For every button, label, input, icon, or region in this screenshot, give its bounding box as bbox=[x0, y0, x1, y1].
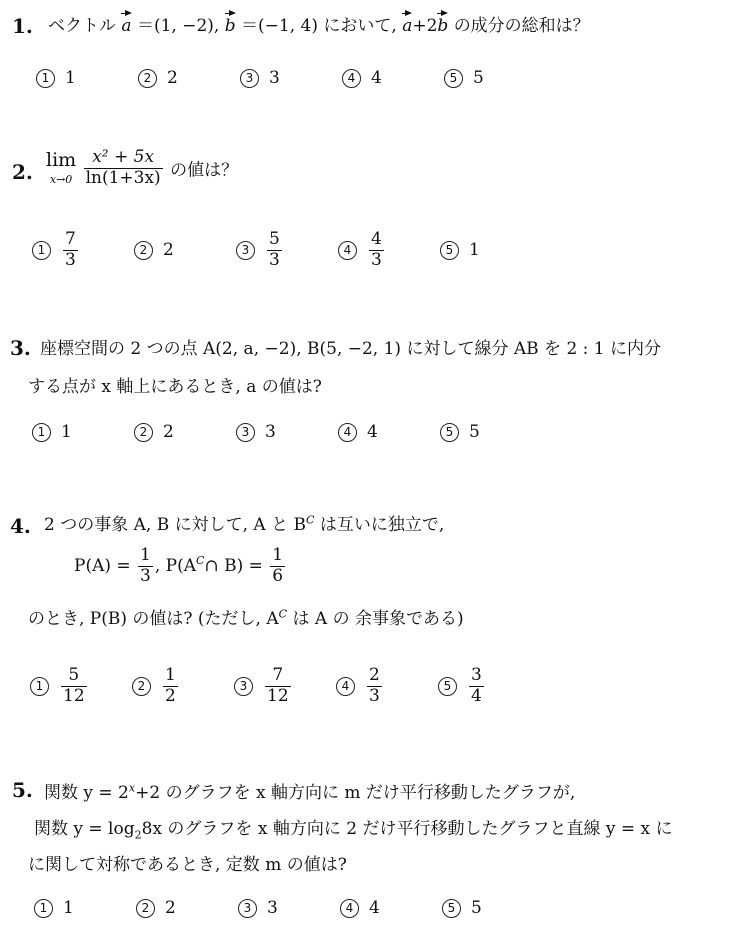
circled-number-icon: 1 bbox=[32, 241, 51, 260]
choice-1[interactable]: 1 $\frac{7}{3}$ bbox=[32, 230, 80, 270]
circled-number-icon: 3 bbox=[236, 241, 255, 260]
choice-5[interactable]: 5 1 bbox=[440, 240, 480, 260]
circled-number-icon: 3 bbox=[234, 677, 253, 696]
circled-number-icon: 2 bbox=[132, 677, 151, 696]
choice-4[interactable]: 4 4 bbox=[338, 422, 378, 442]
circled-number-icon: 3 bbox=[236, 423, 255, 442]
choice-2[interactable]: 2 2 bbox=[134, 240, 174, 260]
choice-1[interactable]: 1 1 bbox=[32, 422, 72, 442]
choice-3[interactable]: 3 $\frac{5}{3}$ bbox=[236, 230, 284, 270]
circled-number-icon: 3 bbox=[240, 69, 259, 88]
choice-3[interactable]: 3 3 bbox=[240, 68, 280, 88]
choice-3[interactable]: 3 3 bbox=[236, 422, 276, 442]
question-text-line-2: する点が x 軸上にあるとき, a の値は? bbox=[28, 377, 322, 397]
choice-4[interactable]: 4 $\frac{4}{3}$ bbox=[338, 230, 386, 270]
circled-number-icon: 2 bbox=[136, 899, 155, 918]
question-number: 5. bbox=[12, 778, 33, 802]
question-text: lim x→0 $\frac{\text{x² + 5x}}{\ln(1+3x)}$ の値は？ bbox=[46, 147, 239, 188]
circled-number-icon: 1 bbox=[34, 899, 53, 918]
vector-b: b bbox=[225, 10, 236, 36]
vector-b: b bbox=[437, 10, 448, 36]
question-text-line-1: 関数 $y = 2^x+2$ のグラフを x 軸方向に m だけ平行移動したグラフが, bbox=[44, 781, 576, 803]
question-number: 4. bbox=[10, 514, 31, 538]
choice-5[interactable]: 5 5 bbox=[440, 422, 480, 442]
vector-a: a bbox=[402, 10, 412, 36]
circled-number-icon: 5 bbox=[440, 241, 459, 260]
choice-2[interactable]: 2 2 bbox=[138, 68, 178, 88]
question-number: 2. bbox=[12, 160, 33, 184]
choice-5[interactable]: 5 5 bbox=[444, 68, 484, 88]
question-text: ベクトル a ＝(1, −2), b ＝(−1, 4) において, a+2b の成分の総和は？ bbox=[48, 10, 590, 36]
circled-number-icon: 4 bbox=[340, 899, 359, 918]
choice-1[interactable]: 1 1 bbox=[36, 68, 76, 88]
choice-2[interactable]: 2 $\frac{1}{2}$ bbox=[132, 666, 180, 706]
choice-4[interactable]: 4 $\frac{2}{3}$ bbox=[336, 666, 384, 706]
circled-number-icon: 4 bbox=[338, 423, 357, 442]
question-text-line-3: に関して対称であるとき, 定数 m の値は? bbox=[28, 855, 347, 875]
circled-number-icon: 4 bbox=[342, 69, 361, 88]
circled-number-icon: 2 bbox=[134, 241, 153, 260]
choice-1[interactable]: 1 1 bbox=[34, 898, 74, 918]
choice-1[interactable]: 1 $\frac{5}{12}$ bbox=[30, 666, 89, 706]
circled-number-icon: 1 bbox=[30, 677, 49, 696]
circled-number-icon: 5 bbox=[444, 69, 463, 88]
choice-2[interactable]: 2 2 bbox=[134, 422, 174, 442]
limit-fraction: $\frac{\text{x² + 5x}}{\ln(1+3x)}$ bbox=[85, 147, 161, 188]
circled-number-icon: 5 bbox=[442, 899, 461, 918]
circled-number-icon: 1 bbox=[36, 69, 55, 88]
question-text-line-1: 座標空間の 2 つの点 A(2, a, −2), B(5, −2, 1) に対して線分 AB を 2 : 1 に内分 bbox=[40, 339, 662, 359]
circled-number-icon: 4 bbox=[336, 677, 355, 696]
question-number: 1. bbox=[12, 14, 33, 38]
circled-number-icon: 1 bbox=[32, 423, 51, 442]
choice-4[interactable]: 4 4 bbox=[342, 68, 382, 88]
question-text-line-3: のとき, P(B) の値は? (ただし, $A^C$ は A の 余事象である) bbox=[28, 607, 464, 629]
probability-conditions: P(A) = $\frac{1}{3}$ , $P(A^C\cap$ B) = $\frac{1}{6}$ bbox=[74, 545, 284, 586]
circled-number-icon: 5 bbox=[438, 677, 457, 696]
choice-3[interactable]: 3 3 bbox=[238, 898, 278, 918]
question-number: 3. bbox=[10, 336, 31, 360]
choice-4[interactable]: 4 4 bbox=[340, 898, 380, 918]
vector-a: a bbox=[121, 10, 131, 36]
circled-number-icon: 2 bbox=[138, 69, 157, 88]
question-text-line-1: 2 つの事象 A, B に対して, A と $B^C$ は互いに独立で, bbox=[44, 513, 445, 535]
circled-number-icon: 2 bbox=[134, 423, 153, 442]
choice-5[interactable]: 5 $\frac{3}{4}$ bbox=[438, 666, 486, 706]
question-text-line-2: 関数 $y = \log_28x$ のグラフを x 軸方向に 2 だけ平行移動したグラフと直線 y = x に bbox=[34, 819, 673, 842]
limit-operator: lim x→0 bbox=[46, 149, 77, 187]
circled-number-icon: 5 bbox=[440, 423, 459, 442]
choice-5[interactable]: 5 5 bbox=[442, 898, 482, 918]
choice-2[interactable]: 2 2 bbox=[136, 898, 176, 918]
circled-number-icon: 4 bbox=[338, 241, 357, 260]
circled-number-icon: 3 bbox=[238, 899, 257, 918]
choice-3[interactable]: 3 $\frac{7}{12}$ bbox=[234, 666, 293, 706]
